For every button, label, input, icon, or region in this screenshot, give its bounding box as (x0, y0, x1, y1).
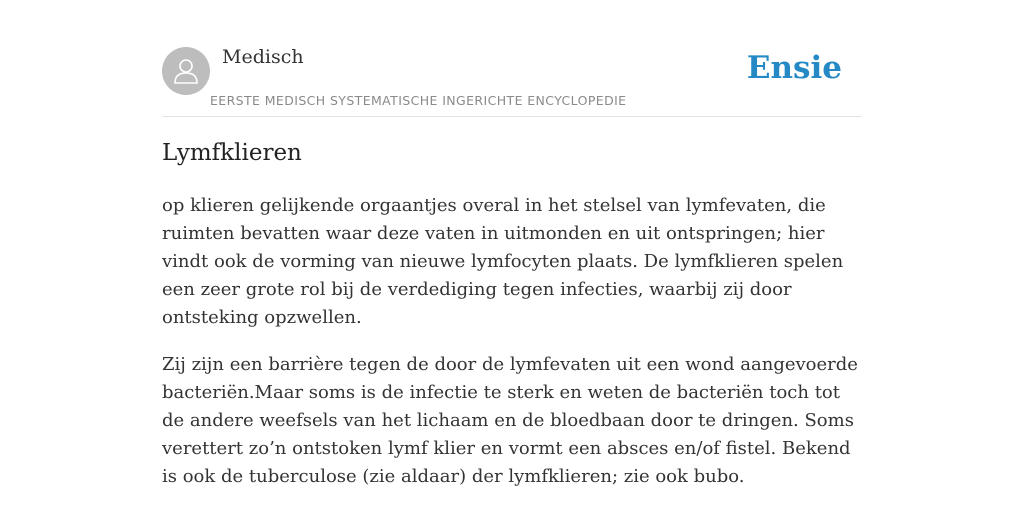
article-paragraph: Zij zijn een barrière tegen de door de lymfevaten uit een wond aangevoerde bacteriën.Maar soms is de infectie te sterk en weten de bacteriën toch tot de andere weefsels van het lichaam en de bloedbaan door te dringen. Soms verettert zo’n ontstoken lymf klier en vormt een absces en/of fistel. Bekend is ook de tuberculose (zie aldaar) der lymfklieren; zie ook bubo. (162, 354, 858, 487)
site-subtitle: EERSTE MEDISCH SYSTEMATISCHE INGERICHTE ENCYCLOPEDIE (210, 93, 627, 108)
brand-logo[interactable]: Ensie (746, 50, 842, 86)
header (162, 46, 862, 117)
article-paragraph: op klieren gelijkende orgaantjes overal in het stelsel van lymfevaten, die ruimten bevatten waar deze vaten in uitmonden en uit ontspringen; hier vindt ook de vorming van nieuwe lymfocyten plaats. De lymfklieren spelen een zeer grote rol bij de verdediging tegen infecties, waarbij zij door ontsteking opzwellen. (162, 195, 844, 328)
category-link[interactable]: Medisch (222, 46, 304, 68)
article-title: Lymfklieren (162, 140, 302, 166)
avatar[interactable] (162, 47, 210, 95)
user-icon (171, 56, 201, 86)
article-body (162, 192, 864, 510)
